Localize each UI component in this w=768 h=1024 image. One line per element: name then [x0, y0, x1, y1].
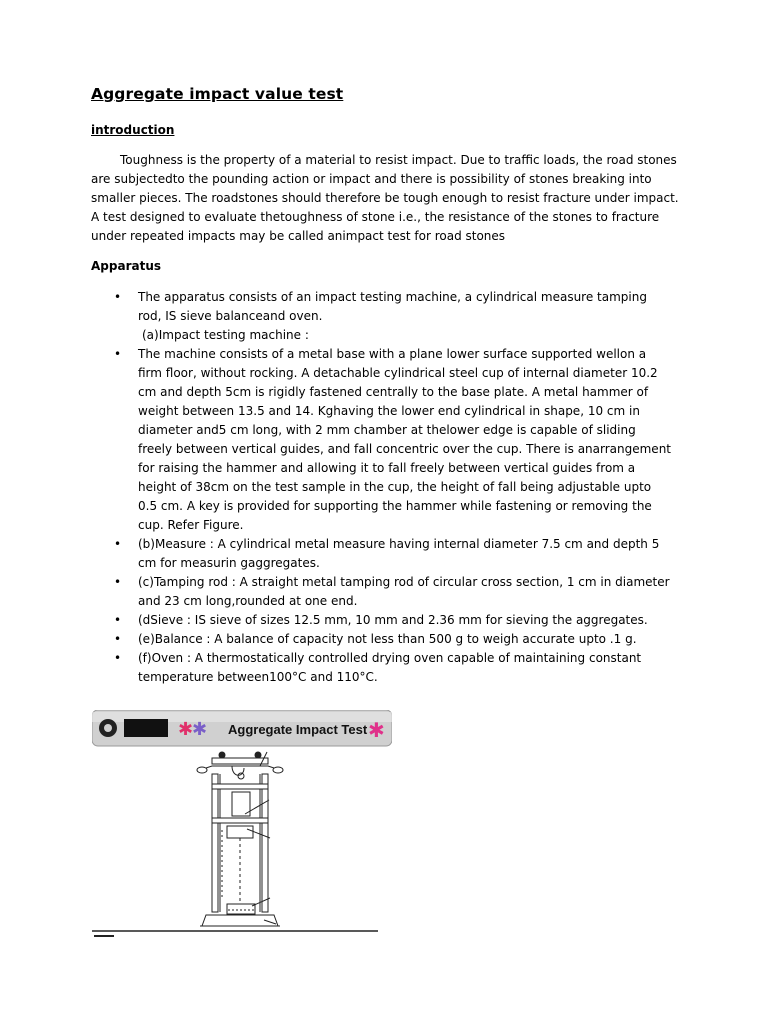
page-title: Aggregate impact value test	[91, 85, 344, 103]
bullet-icon: •	[114, 575, 122, 589]
introduction-heading: introduction	[91, 123, 175, 137]
impact-machine-diagram	[92, 710, 392, 942]
bullet-icon: •	[114, 347, 122, 361]
apparatus-list	[0, 288, 680, 687]
bullet-icon: •	[114, 613, 122, 627]
asterisk-icon: ✱	[368, 720, 385, 742]
logo-block	[124, 719, 168, 737]
bullet-icon: •	[114, 537, 122, 551]
bullet-icon: •	[114, 290, 122, 304]
list-item	[0, 630, 680, 649]
list-item-text: (e)Balance : A balance of capacity not less than 500 g to weigh accurate upto .1 g.	[138, 632, 637, 646]
list-item	[0, 611, 680, 630]
machine-frame	[92, 752, 378, 936]
bullet-icon: •	[114, 632, 122, 646]
list-item-text: (f)Oven : A thermostatically controlled drying oven capable of maintaining constant temperature between100°C and 110°C.	[138, 651, 642, 684]
list-item-text: (b)Measure : A cylindrical metal measure having internal diameter 7.5 cm and depth 5 cm for measurin gaggregates.	[138, 537, 660, 570]
list-item-text: The apparatus consists of an impact testing machine, a cylindrical measure tamping rod, IS sieve balanceand oven.	[138, 290, 647, 323]
impact-test-figure	[92, 710, 392, 942]
list-item	[0, 649, 680, 687]
apparatus-heading: Apparatus	[91, 259, 162, 273]
list-item	[0, 345, 680, 535]
list-item	[0, 288, 680, 326]
introduction-paragraph: Toughness is the property of a material to resist impact. Due to traffic loads, the road stones are subjectedto the pounding action or impact and there is possibility of stones breaking into smaller pieces. The roadstones should therefore be tough enough to resist fracture under impact. A test designed to evaluate thetoughness of stone i.e., the resistance of the stones to fracture under repeated impacts may be called animpact test for road stones	[91, 153, 679, 243]
banner-title: Aggregate Impact Test	[228, 722, 368, 737]
bullet-icon: •	[114, 651, 122, 665]
list-item	[0, 535, 680, 573]
asterisk-icon: ✱	[192, 719, 208, 739]
list-item-text: The machine consists of a metal base with a plane lower surface supported wellon a firm floor, without rocking. A detachable cylindrical steel cup of internal diameter 10.2 cm and depth 5cm is rigidly fastened centrally to the base plate. A metal hammer of weight between 13.5 and 14. Kghaving the lower end cylindrical in shape, 10 cm in diameter and5 cm long, with 2 mm chamber at thelower edge is capable of sliding freely between vertical guides, and fall concentric over the cup. There is anarrangement for raising the hammer and allowing it to fall freely between vertical guides from a height of 38cm on the test sample in the cup, the height of fall being adjustable upto 0.5 cm. A key is provided for supporting the hammer while fastening or removing the cup. Refer Figure.	[138, 347, 672, 532]
figure-banner	[92, 710, 392, 746]
list-item-text: (dSieve : IS sieve of sizes 12.5 mm, 10 mm and 2.36 mm for sieving the aggregates.	[138, 613, 648, 627]
list-item	[0, 573, 680, 611]
sub-item-text: (a)Impact testing machine :	[142, 328, 309, 342]
list-item-text: (c)Tamping rod : A straight metal tamping rod of circular cross section, 1 cm in diameter and 23 cm long,rounded at one end.	[138, 575, 670, 608]
list-item-sub	[0, 326, 680, 345]
asterisk-icon: ✱	[178, 719, 194, 739]
